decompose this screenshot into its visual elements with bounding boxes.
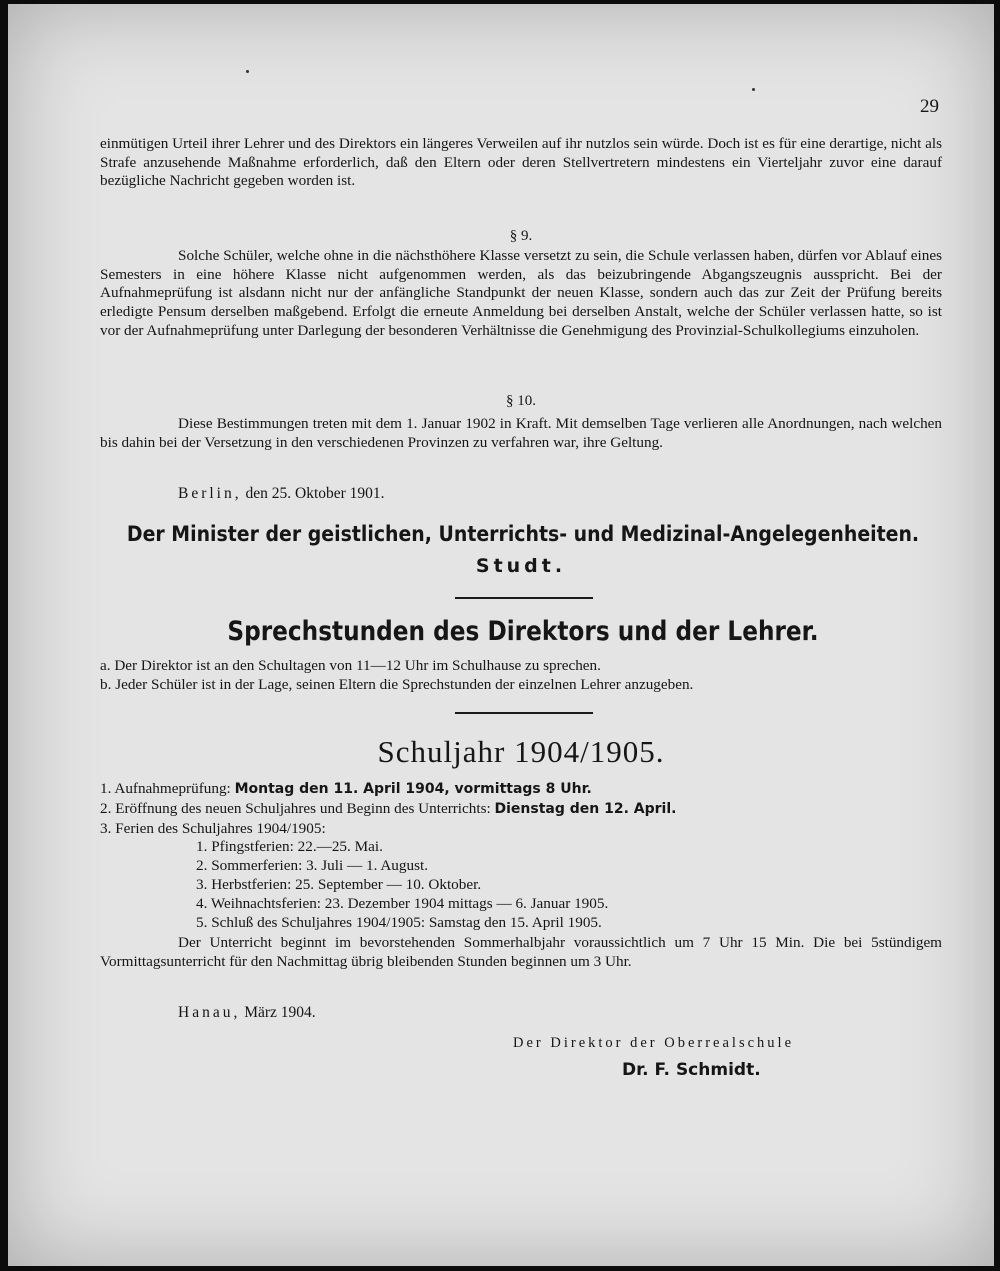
schuljahr-note: Der Unterricht beginnt im bevorstehenden Sommerhalbjahr voraussichtlich um 7 Uhr 15 Min. Die bei 5stündigem Vormittagsunterricht für den Nachmittag übrig bleibenden Stunden beginnen um 3 Uhr. — [100, 934, 942, 970]
document-page — [8, 4, 994, 1266]
divider-rule — [455, 712, 593, 714]
section-9-text: Solche Schüler, welche ohne in die nächsthöhere Klasse versetzt zu sein, die Schule verlassen haben, dürfen vor Ablauf eines Semesters in eine höhere Klasse nicht aufgenommen werden, als das beizubringende Abgangszeugnis ausspricht. Bei der Aufnahmeprüfung ist alsdann nicht nur der anfängliche Standpunkt der neuen Klasse, sondern auch das zur Zeit der Prüfung bereits erledigte Pensum derselben maßgebend. Erfolgt die erneute Anmeldung bei derselben Anstalt, welche der Schüler verlassen hatte, so ist vor der Aufnahmeprüfung unter Darlegung der besonderen Verhältnisse die Genehmigung des Provinzial-Schulkollegiums einzuholen. — [100, 247, 942, 339]
list-item: 5. Schluß des Schuljahres 1904/1905: Samstag den 15. April 1905. — [196, 914, 602, 931]
print-speck — [246, 70, 249, 73]
minister-name: Studt. — [475, 555, 567, 577]
list-item: 1. Pfingstferien: 22.—25. Mai. — [196, 838, 383, 855]
director-title: Der Direktor der Oberrealschule — [513, 1035, 795, 1051]
minister-title: Der Minister der geistlichen, Unterrichts- und Medizinal-Angelegenheiten. — [126, 522, 920, 546]
berlin-place: Berlin, — [178, 485, 242, 502]
schuljahr-heading: Schuljahr 1904/1905. — [377, 734, 665, 769]
list-item: b. Jeder Schüler ist in der Lage, seinen Eltern die Sprechstunden der einzelnen Lehrer anzugeben. — [100, 676, 694, 693]
hanau-date: März 1904. — [244, 1004, 316, 1021]
hanau-dateline — [178, 1004, 316, 1022]
aufnahme-date: Montag den 11. April 1904, vormittags 8 Uhr. — [234, 781, 592, 797]
list-item: 4. Weihnachtsferien: 23. Dezember 1904 mittags — 6. Januar 1905. — [196, 895, 609, 912]
berlin-dateline — [178, 485, 385, 503]
eroeffnung-label: 2. Eröffnung des neuen Schuljahres und Beginn des Unterrichts: — [100, 800, 491, 817]
list-item — [100, 799, 676, 819]
berlin-date: den 25. Oktober 1901. — [245, 485, 385, 502]
director-name: Dr. F. Schmidt. — [622, 1060, 761, 1080]
eroeffnung-date: Dienstag den 12. April. — [494, 801, 677, 817]
list-item: 3. Ferien des Schuljahres 1904/1905: — [100, 820, 326, 837]
list-item: 2. Sommerferien: 3. Juli — 1. August. — [196, 857, 429, 874]
sprechstunden-heading: Sprechstunden des Direktors und der Lehrer. — [227, 616, 819, 647]
section-9-heading: § 9. — [509, 228, 533, 244]
print-speck — [752, 88, 755, 91]
hanau-place: Hanau, — [178, 1004, 241, 1021]
list-item — [100, 779, 676, 799]
page-number: 29 — [920, 96, 939, 117]
aufnahme-label: 1. Aufnahmeprüfung: — [100, 780, 231, 797]
sprechstunden-list — [100, 656, 693, 694]
section-10-heading: § 10. — [506, 393, 536, 409]
list-item: a. Der Direktor ist an den Schultagen von 11—12 Uhr im Schulhause zu sprechen. — [100, 657, 601, 674]
divider-rule — [455, 597, 593, 599]
list-item: 3. Herbstferien: 25. September — 10. Oktober. — [196, 876, 482, 893]
section-10-text: Diese Bestimmungen treten mit dem 1. Januar 1902 in Kraft. Mit demselben Tage verlieren alle Anordnungen, nach welchen bis dahin bei der Versetzung in den verschiedenen Provinzen zu verfahren war, ihre Geltung. — [100, 415, 942, 451]
ferien-list — [196, 837, 608, 932]
intro-paragraph: einmütigen Urteil ihrer Lehrer und des Direktors ein längeres Verweilen auf ihr nutzlos sein würde. Doch ist es für eine derartige, nicht als Strafe anzusehende Maßnahme erforderlich, daß den Eltern oder deren Stellvertretern mindestens ein Vierteljahr zuvor eine darauf bezügliche Nachricht gegeben worden ist. — [100, 135, 942, 190]
schuljahr-list — [100, 779, 676, 838]
